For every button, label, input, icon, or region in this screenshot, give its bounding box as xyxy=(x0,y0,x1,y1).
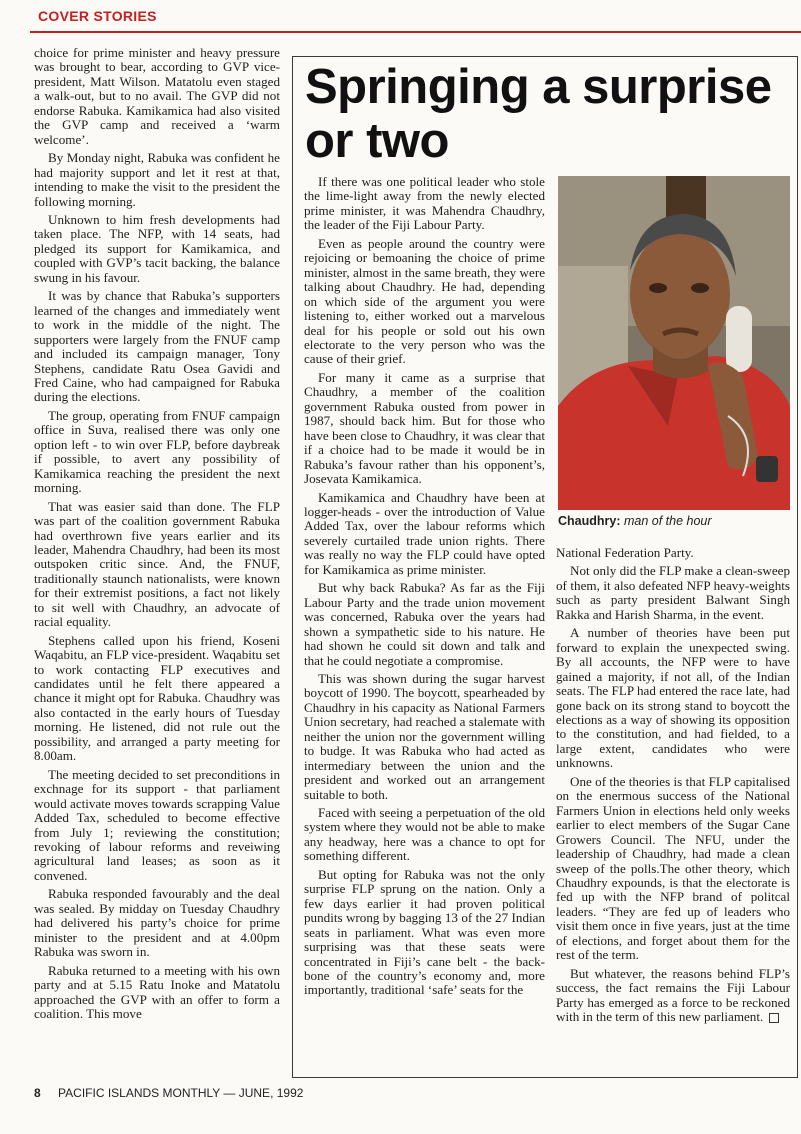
paragraph: It was by chance that Rabuka’s supporters learned of the changes and immediately went to work in the middle of the night. The supporters were largely from the FNUF camp and included its campaign manager, Tony Stephens, candidate Ratu Osea Gavidi and Fred Caine, who had campaigned for Rabuka during the elections. xyxy=(34,288,280,405)
article-middle-column xyxy=(304,175,545,1075)
paragraph: A number of theories have been put forward to explain the unexpected swing. By all accounts, the NFP were to have gained a majority, if not all, of the Indian seats. The FLP had entered the race late, had gone back on its strong stand to boycott the elections as a way of showing its opposition to the constitution, and had fielded, to a large extent, candidates who were unknowns. xyxy=(556,625,790,771)
paragraph-text: But whatever, the reasons behind FLP’s success, the fact remains the Fiji Labour Party has emerged as a force to be reckoned with in the term of this new parliament. xyxy=(556,965,790,1025)
paragraph: But opting for Rabuka was not the only surprise FLP sprung on the nation. Only a few days earlier it had proven political pundits wrong by bagging 13 of the 27 Indian seats in parliament. What was even more surprising was that these seats were concentrated in Fiji’s cane belt - the back-bone of the country’s economy and, more importantly, traditional ‘safe’ seats for the xyxy=(304,866,545,998)
paragraph: Rabuka returned to a meeting with his own party and at 5.15 Ratu Inoke and Matatolu approached the GVP with an offer to form a coalition. This move xyxy=(34,962,280,1021)
paragraph: Kamikamica and Chaudhry have been at logger-heads - over the introduction of Value Added Tax, over the labour reforms which severely curtailed trade union rights. There was really no way the FLP could have opted for Kamikamica as prime minister. xyxy=(304,489,545,577)
section-label: COVER STORIES xyxy=(38,8,157,24)
paragraph: If there was one political leader who stole the lime-light away from the newly elected prime minister, it was Mahendra Chaudhry, the leader of the Fiji Labour Party. xyxy=(304,175,545,233)
paragraph: One of the theories is that FLP capitalised on the enermous success of the National Farmers Union in elections held only weeks earlier to elect members of the Sugar Cane Growers Council. The NFU, under the leadership of Chaudhry, had made a clean sweep of the polls.The other theory, which Chaudhry expounds, is that the electorate is fed up with the NFP brand of politcal leaders. “They are fed up of leaders who visit them once in five years, just at the time of elections, and forget about them for the rest of the term. xyxy=(556,773,790,963)
paragraph: This was shown during the sugar harvest boycott of 1990. The boycott, spearheaded by Chaudhry in his capacity as National Farmers Union secretary, had reached a stalemate with neither the union nor the government willing to budge. It was Rabuka who had acted as intermediary between the union and the president and worked out an arrangement suitable to both. xyxy=(304,670,545,802)
page-footer xyxy=(34,1086,303,1100)
chaudhry-photo xyxy=(558,176,790,510)
publication-line: PACIFIC ISLANDS MONTHLY — JUNE, 1992 xyxy=(58,1086,304,1100)
paragraph: Rabuka responded favourably and the deal was sealed. By midday on Tuesday Chaudhry had delivered his party’s choice for prime minister to the president and at 4.00pm Rabuka was sworn in. xyxy=(34,886,280,960)
paragraph: Not only did the FLP make a clean-sweep of them, it also defeated NFP heavy-weights such as party president Balwant Singh Rakka and Harish Sharma, in the event. xyxy=(556,563,790,622)
article-right-column xyxy=(556,546,790,1076)
paragraph: The meeting decided to set preconditions in exchnage for its support - that parliament would activate moves towards scrapping Value Added Tax, scheduled to become effective from July 1; reviewing the constitution; revoking of labour reforms and reveiwing agricultural land leases; as soon as it convened. xyxy=(34,766,280,883)
end-of-article-mark xyxy=(769,1013,779,1023)
left-column xyxy=(34,46,280,1082)
paragraph: Even as people around the country were rejoicing or bemoaning the choice of prime minister, almost in the same breath, they were talking about Chaudhry. He had, depending on which side of the argument you were listening to, either worked out a marvelous deal for his people or sold out his own electorate to the very person who was the cause of their grief. xyxy=(304,235,545,367)
paragraph-final xyxy=(556,967,790,1025)
paragraph: National Federation Party. xyxy=(556,546,694,560)
article-headline: Springing a surprise or two xyxy=(305,60,772,168)
paragraph: Unknown to him fresh developments had taken place. The NFP, with 14 seats, had pledged its support for Kamikamica, and coupled with GVP’s tacit backing, the balance swung in his favour. xyxy=(34,211,280,285)
paragraph: Faced with seeing a perpetuation of the old system where they would not be able to make any headway, here was a chance to opt for something different. xyxy=(304,805,545,864)
header-rule xyxy=(30,31,801,33)
page-number: 8 xyxy=(34,1086,41,1100)
portrait-illustration xyxy=(558,176,790,510)
photo-caption xyxy=(558,514,790,528)
paragraph: The group, operating from FNUF campaign office in Suva, realised there was only one option left - to win over FLP, before daybreak if possible, to avert any possibility of Kamikamica reaching the president the next morning. xyxy=(34,407,280,496)
paragraph: choice for prime minister and heavy pressure was brought to bear, according to GVP vice-president, Matt Wilson. Matatolu even staged a walk-out, but to no avail. The GVP did not endorse Rabuka. Kamikamica had also visited the GVP camp and received a ‘warm welcome’. xyxy=(34,46,280,147)
caption-text: man of the hour xyxy=(623,514,712,528)
paragraph: By Monday night, Rabuka was confident he had majority support and let it rest at that, intending to make the visit to the president the following morning. xyxy=(34,150,280,209)
paragraph: Stephens called upon his friend, Koseni Waqabitu, an FLP vice-president. Waqabitu set to work contacting FLP executives and candidates until he felt there appeared a chance it might opt for Rabuka. Chaudhry was also contacted in the early hours of Tuesday morning. He listened, did not rule out the possibility, and arranged a party meeting for 8.00am. xyxy=(34,632,280,764)
paragraph: For many it came as a surprise that Chaudhry, a member of the coalition government Rabuka ousted from power in 1987, should back him. But for those who have been close to Chaudhry, it was clear that if a choice had to be made it would be in Rabuka’s favour rather than his opponent’s, Josevata Kamikamica. xyxy=(304,369,545,487)
caption-name: Chaudhry: xyxy=(558,514,621,528)
paragraph: But why back Rabuka? As far as the Fiji Labour Party and the trade union movement was concerned, Rabuka over the years had shown a sympathetic side to his nature. He had shown he could sit down and talk and that he could negotiate a compromise. xyxy=(304,580,545,668)
paragraph: That was easier said than done. The FLP was part of the coalition government Rabuka had overthrown five years earlier and its leader, Mahendra Chaudhry, had been its most outspoken critic since. And, the FNUF, traditionally staunch nationalists, were known for their extremist positions, a fact not likely to sit well with Chaudhry, an advocate of racial equality. xyxy=(34,498,280,630)
